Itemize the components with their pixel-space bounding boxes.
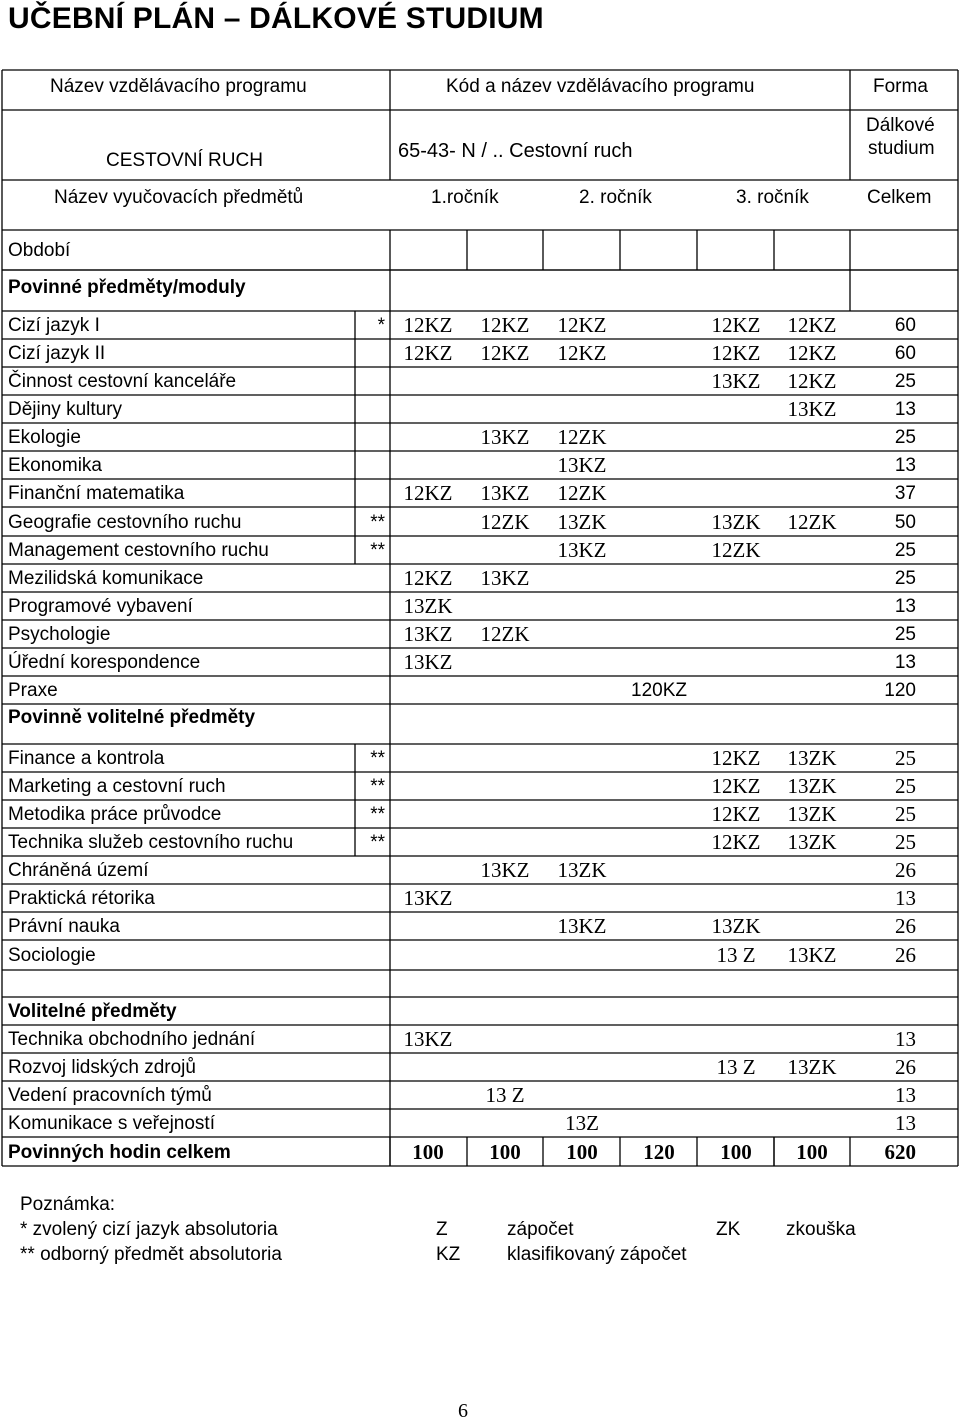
cell-value: 12KZ — [711, 313, 761, 337]
cell-value: 13KZ — [480, 481, 530, 505]
total-value: 37 — [894, 483, 916, 504]
cell-value: 13ZK — [403, 594, 453, 618]
total-value: 13 — [894, 652, 916, 673]
year2-label: 2. ročník — [579, 187, 652, 208]
cell-value: 12KZ — [557, 313, 607, 337]
cell-value: 12KZ — [711, 774, 761, 798]
total-value: 60 — [894, 343, 916, 364]
cell-value: 13KZ — [787, 397, 837, 421]
star-mark: ** — [370, 776, 385, 797]
cell-value: 12KZ — [787, 341, 837, 365]
program-name: CESTOVNÍ RUCH — [106, 150, 263, 171]
star-mark: ** — [370, 540, 385, 561]
total-value: 26 — [895, 943, 916, 967]
abbr-zk-text: zkouška — [786, 1219, 856, 1240]
cell-value: 13KZ — [557, 538, 607, 562]
subject-name: Právní nauka — [8, 916, 120, 937]
cell-value: 13ZK — [711, 509, 761, 534]
cell-value: 13ZK — [787, 830, 837, 854]
subject-name: Metodika práce průvodce — [8, 804, 222, 825]
subject-name: Praktická rétorika — [8, 888, 155, 909]
abbr-kz-text: klasifikovaný zápočet — [507, 1244, 687, 1265]
cell-value: 13KZ — [403, 650, 453, 674]
cell-value: 12KZ — [403, 313, 453, 337]
cell-value: 13KZ — [557, 453, 607, 477]
cell-value: 100 — [412, 1139, 444, 1164]
total-value: 120 — [884, 680, 916, 701]
subject-name: Finance a kontrola — [8, 748, 165, 769]
star-mark: * — [377, 315, 385, 336]
page-number: 6 — [458, 1400, 468, 1422]
cell-value: 12ZK — [480, 509, 530, 534]
cell-value: 13ZK — [557, 858, 607, 882]
star-mark: ** — [370, 748, 385, 769]
cell-value: 13KZ — [480, 566, 530, 590]
subject-name: Marketing a cestovní ruch — [8, 776, 226, 797]
cell-value: 12KZ — [711, 830, 761, 854]
abbr-zk: ZK — [716, 1219, 741, 1240]
cell-value: 13KZ — [403, 1027, 453, 1051]
total-value: 25 — [895, 774, 916, 798]
praxe-value: 120KZ — [631, 680, 687, 701]
total-value: 50 — [894, 511, 916, 533]
total-value: 25 — [894, 624, 916, 645]
total-value: 13 — [895, 1083, 916, 1107]
cell-value: 13ZK — [787, 1055, 837, 1079]
total-value: 620 — [884, 1139, 916, 1164]
abbr-z: Z — [436, 1219, 448, 1240]
cell-value: 13KZ — [711, 369, 761, 393]
cell-value: 13KZ — [480, 425, 530, 449]
note-heading: Poznámka: — [20, 1194, 116, 1215]
cell-value: 13ZK — [557, 509, 607, 534]
note-line2: ** odborný předmět absolutoria — [20, 1244, 282, 1265]
cell-value: 12ZK — [787, 509, 837, 534]
cell-value: 12KZ — [403, 341, 453, 365]
cell-value: 13KZ — [557, 914, 607, 938]
total-value: 13 — [895, 1111, 916, 1135]
cell-value: 12KZ — [480, 313, 530, 337]
subject-name: Psychologie — [8, 624, 111, 645]
cell-value: 13ZK — [787, 774, 837, 798]
program-code-label: Kód a název vzdělávacího programu — [446, 76, 755, 97]
subject-name: Chráněná území — [8, 860, 149, 881]
total-value: 13 — [894, 596, 916, 617]
cell-value: 100 — [796, 1139, 828, 1164]
subject-name: Dějiny kultury — [8, 399, 123, 420]
cell-value: 12ZK — [557, 425, 607, 449]
star-mark: ** — [370, 804, 385, 825]
total-value: 25 — [894, 540, 916, 561]
form-value-line1: Dálkové — [866, 115, 935, 136]
cell-value: 13KZ — [403, 886, 453, 910]
cell-value: 12KZ — [711, 802, 761, 826]
abbr-z-text: zápočet — [507, 1219, 574, 1240]
cell-value: 13KZ — [480, 858, 530, 882]
subject-name: Činnost cestovní kanceláře — [8, 371, 237, 392]
total-value: 13 — [895, 1027, 916, 1051]
cell-value: 12KZ — [787, 369, 837, 393]
cell-value: 100 — [720, 1139, 752, 1164]
page-title: UČEBNÍ PLÁN – DÁLKOVÉ STUDIUM — [8, 2, 544, 35]
subjects-label: Název vyučovacích předmětů — [54, 187, 304, 208]
total-value: 25 — [895, 802, 916, 826]
subject-name: Ekologie — [8, 427, 81, 448]
subject-name: Geografie cestovního ruchu — [8, 511, 242, 533]
subject-name: Cizí jazyk II — [8, 343, 106, 364]
star-mark: ** — [370, 832, 385, 853]
total-label: Celkem — [867, 187, 932, 208]
cell-value: 12KZ — [480, 341, 530, 365]
total-value: 13 — [895, 886, 916, 910]
cell-value: 12KZ — [711, 746, 761, 770]
form-value-line2: studium — [868, 138, 935, 159]
cell-value: 13 Z — [485, 1083, 525, 1107]
cell-value: 13Z — [565, 1111, 599, 1135]
cell-value: 100 — [566, 1139, 598, 1164]
subject-name: Programové vybavení — [8, 596, 193, 617]
cell-value: 12KZ — [403, 566, 453, 590]
subject-name: Rozvoj lidských zdrojů — [8, 1057, 196, 1078]
total-value: 25 — [895, 746, 916, 770]
cell-value: 12KZ — [403, 481, 453, 505]
cell-value: 120 — [643, 1139, 675, 1164]
year1-label: 1.ročník — [431, 187, 499, 208]
year3-label: 3. ročník — [736, 187, 809, 208]
cell-value: 13 Z — [716, 1055, 756, 1079]
total-value: 26 — [895, 858, 916, 882]
subject-name: Úřední korespondence — [8, 652, 201, 673]
cell-value: 12KZ — [787, 313, 837, 337]
subject-name: Vedení pracovních týmů — [8, 1085, 212, 1106]
subject-name: Praxe — [8, 680, 58, 701]
total-value: 13 — [894, 399, 916, 420]
cell-value: 12KZ — [711, 341, 761, 365]
cell-value: 100 — [489, 1139, 521, 1164]
cell-value: 12KZ — [557, 341, 607, 365]
subject-name: Ekonomika — [8, 455, 102, 476]
cell-value: 13KZ — [787, 943, 837, 967]
subject-name: Technika obchodního jednání — [8, 1029, 256, 1050]
period-label: Období — [8, 240, 71, 261]
cell-value: 13 Z — [716, 943, 756, 967]
total-value: 26 — [895, 914, 916, 938]
cell-value: 12ZK — [557, 481, 607, 505]
subject-name: Mezilidská komunikace — [8, 568, 204, 589]
star-mark: ** — [370, 511, 385, 533]
total-value: 60 — [894, 315, 916, 336]
subject-name: Sociologie — [8, 945, 96, 966]
cell-value: 12ZK — [480, 622, 530, 646]
note-line1: * zvolený cizí jazyk absolutoria — [20, 1219, 278, 1240]
total-value: 26 — [895, 1055, 916, 1079]
total-value: 25 — [894, 427, 916, 448]
program-name-label: Název vzdělávacího programu — [50, 76, 307, 97]
cell-value: 13KZ — [403, 622, 453, 646]
program-code: 65-43- N / .. Cestovní ruch — [398, 140, 633, 162]
subject-name: Povinné předměty/moduly — [8, 277, 246, 298]
total-value: 25 — [894, 568, 916, 589]
cell-value: 13ZK — [787, 802, 837, 826]
total-value: 13 — [894, 455, 916, 476]
subject-name: Volitelné předměty — [8, 1001, 177, 1022]
form-label: Forma — [873, 76, 928, 97]
subject-name: Povinně volitelné předměty — [8, 707, 256, 728]
subject-name: Technika služeb cestovního ruchu — [8, 832, 294, 853]
total-value: 25 — [895, 830, 916, 854]
cell-value: 12ZK — [711, 538, 761, 562]
subject-name: Finanční matematika — [8, 483, 185, 504]
subject-name: Cizí jazyk I — [8, 315, 100, 336]
total-value: 25 — [894, 371, 916, 392]
subject-name: Management cestovního ruchu — [8, 540, 269, 561]
cell-value: 13ZK — [787, 746, 837, 770]
cell-value: 13ZK — [711, 914, 761, 938]
abbr-kz: KZ — [436, 1244, 461, 1265]
subject-name: Povinných hodin celkem — [8, 1141, 231, 1163]
subject-name: Komunikace s veřejností — [8, 1113, 215, 1134]
